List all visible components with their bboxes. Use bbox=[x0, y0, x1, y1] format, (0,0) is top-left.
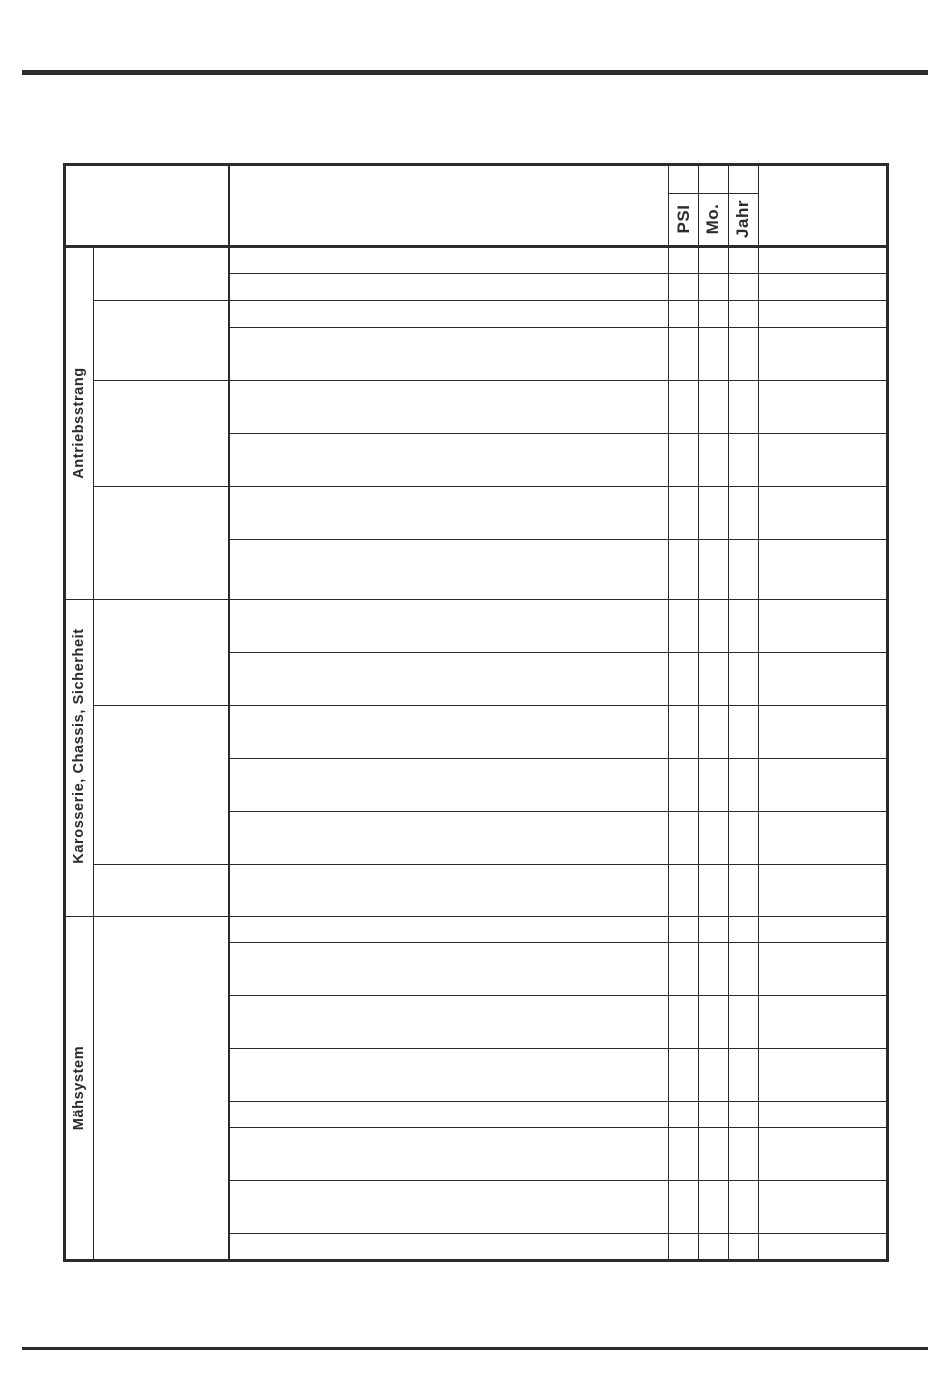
col-divider-desc bbox=[228, 165, 230, 1260]
row-line bbox=[229, 995, 887, 996]
row-line bbox=[229, 273, 887, 274]
row-line bbox=[229, 942, 887, 943]
section-line bbox=[65, 599, 887, 600]
section-karosserie: Karosserie, Chassis, Sicherheit bbox=[71, 628, 87, 864]
bottom-rule bbox=[22, 1347, 928, 1350]
header-jahr: Jahr bbox=[733, 200, 752, 238]
row-line bbox=[229, 758, 887, 759]
table-border-left bbox=[63, 163, 66, 1262]
header-sub-rule bbox=[668, 193, 759, 194]
col-divider-jahr bbox=[728, 165, 729, 1260]
row-line bbox=[229, 1101, 887, 1102]
col-divider-sub bbox=[93, 247, 94, 1260]
group-line bbox=[94, 705, 887, 706]
row-line bbox=[229, 811, 887, 812]
group-line bbox=[94, 486, 887, 487]
row-line bbox=[229, 1127, 887, 1128]
row-line bbox=[229, 1233, 887, 1234]
row-line bbox=[229, 652, 887, 653]
col-divider-notes bbox=[758, 165, 759, 1260]
section-line bbox=[65, 916, 887, 917]
col-divider-mo bbox=[698, 165, 699, 1260]
table-border-top bbox=[63, 163, 889, 166]
header-mo: Mo. bbox=[703, 203, 722, 235]
row-line bbox=[229, 327, 887, 328]
row-line bbox=[229, 1180, 887, 1181]
col-divider-psi bbox=[668, 165, 669, 1260]
group-line bbox=[94, 864, 887, 865]
row-line bbox=[229, 433, 887, 434]
section-antriebsstrang: Antriebsstrang bbox=[71, 367, 87, 479]
section-maehsystem: Mähsystem bbox=[71, 1045, 87, 1131]
row-line bbox=[229, 1048, 887, 1049]
row-line bbox=[229, 539, 887, 540]
header-separator bbox=[63, 245, 889, 248]
header-psi: PSI bbox=[674, 204, 693, 234]
group-line bbox=[94, 300, 887, 301]
table-border-bottom bbox=[63, 1259, 889, 1262]
group-line bbox=[94, 380, 887, 381]
